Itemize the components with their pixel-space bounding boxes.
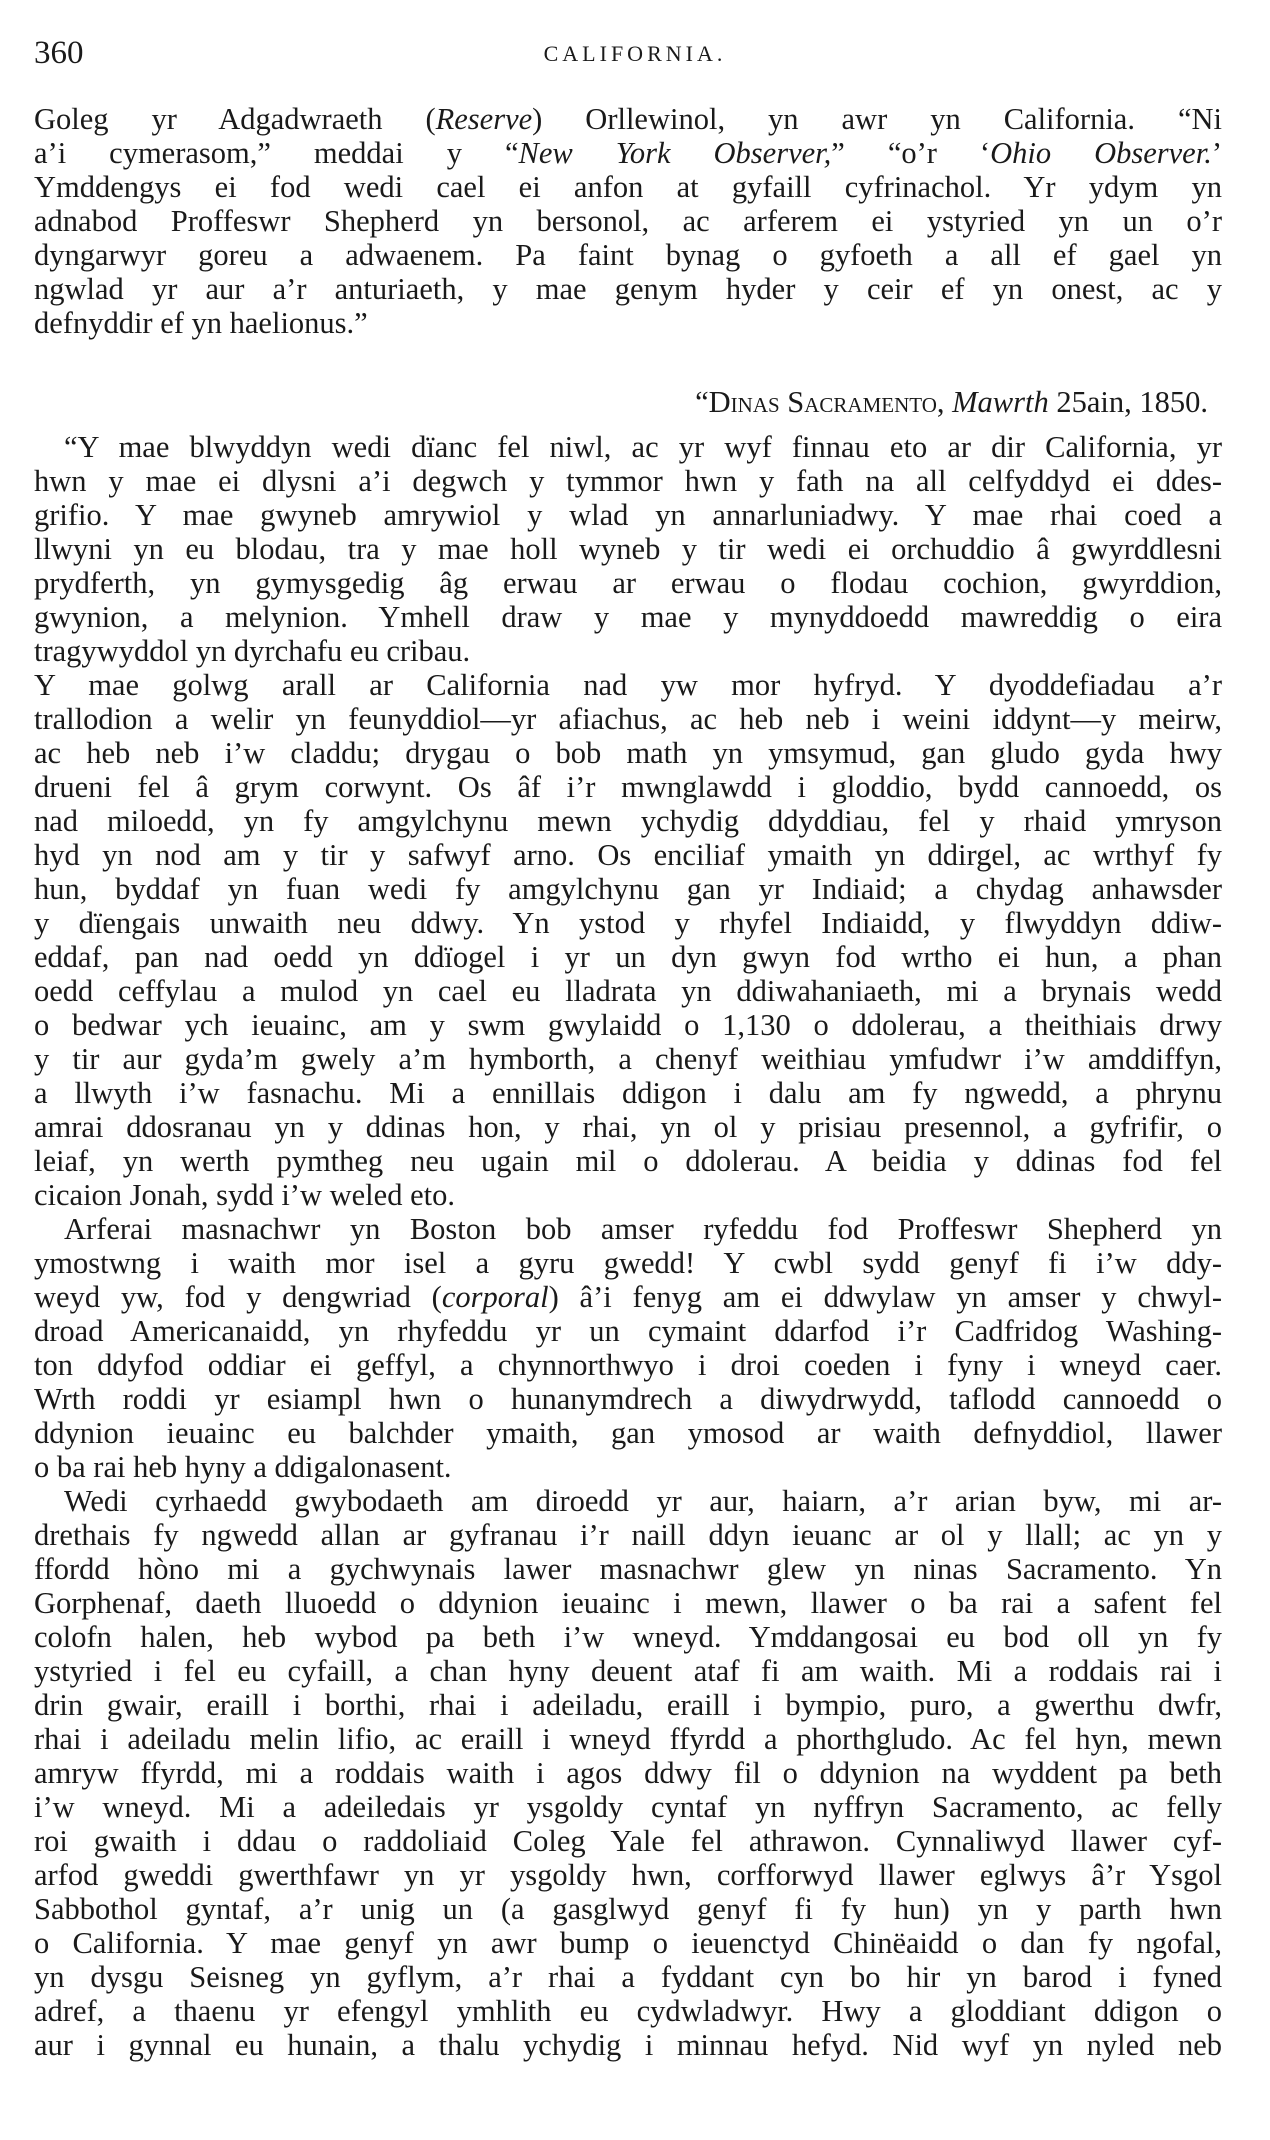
text-line: drueni fel â grym corwynt. Os âf i’r mwnglawdd i gloddio, bydd cannoedd, os xyxy=(34,770,1222,804)
text-line: arfod gweddi gwerthfawr yn yr ysgoldy hwn, corfforwyd llawer eglwys â’r Ysgol xyxy=(34,1858,1222,1892)
paragraph-2 xyxy=(34,430,1222,668)
letter-dateline xyxy=(34,384,1222,420)
text-run: weyd yw, fod y dengwriad ( xyxy=(34,1280,442,1314)
dateline-open-quote: “ xyxy=(695,385,709,419)
text-line: oedd ceffylau a mulod yn cael eu lladrata yn ddiwahaniaeth, mi a brynais wedd xyxy=(34,974,1222,1008)
dateline-place: Dinas Sacramento, xyxy=(708,385,945,419)
text-line: ac heb neb i’w claddu; drygau o bob math yn ymsymud, gan gludo gyda hwy xyxy=(34,736,1222,770)
dateline-day-year: 25ain, 1850. xyxy=(1048,385,1208,419)
text-line: Ymddengys ei fod wedi cael ei anfon at gyfaill cyfrinachol. Yr ydym yn xyxy=(34,170,1222,204)
text-line: “Y mae blwyddyn wedi dïanc fel niwl, ac yr wyf finnau eto ar dir California, yr xyxy=(64,430,1222,464)
paragraph-4 xyxy=(34,1212,1222,1484)
text-line: ystyried i fel eu cyfaill, a chan hyny deuent ataf fi am waith. Mi a roddais rai i xyxy=(34,1654,1222,1688)
text-line: cicaion Jonah, sydd i’w weled eto. xyxy=(34,1178,455,1212)
text-line: Arferai masnachwr yn Boston bob amser ryfeddu fod Proffeswr Shepherd yn xyxy=(64,1212,1222,1246)
text-line: rhai i adeiladu melin lifio, ac eraill i wneyd ffyrdd a phorthgludo. Ac fel hyn, mewn xyxy=(34,1722,1222,1756)
text-line: a llwyth i’w fasnachu. Mi a ennillais ddigon i dalu am fy ngwedd, a phrynu xyxy=(34,1076,1222,1110)
text-line: aur i gynnal eu hunain, a thalu ychydig i minnau hefyd. Nid wyf yn nyled neb xyxy=(34,2028,1222,2062)
text-line: drethais fy ngwedd allan ar gyfranau i’r naill ddyn ieuanc ar ol y llall; ac yn y xyxy=(34,1518,1222,1552)
text-line: Sabbothol gyntaf, a’r unig un (a gasglwyd genyf fi fy hun) yn y parth hwn xyxy=(34,1892,1222,1926)
text-line: yn dysgu Seisneg yn gyflym, a’r rhai a fyddant cyn bo hir yn barod i fyned xyxy=(34,1960,1222,1994)
text-line: ffordd hòno mi a gychwynais lawer masnachwr glew yn ninas Sacramento. Yn xyxy=(34,1552,1222,1586)
text-line: o bedwar ych ieuainc, am y swm gwylaidd o 1,130 o ddolerau, a theithiais drwy xyxy=(34,1008,1222,1042)
text-line: droad Americanaidd, yn rhyfeddu yr un cymaint ddarfod i’r Cadfridog Washing- xyxy=(34,1314,1222,1348)
text-line: dyngarwyr goreu a adwaenem. Pa faint bynag o gyfoeth a all ef gael yn xyxy=(34,238,1222,272)
italic-term: corporal xyxy=(441,1280,549,1314)
text-line: Gorphenaf, daeth lluoedd o ddynion ieuainc i mewn, llawer o ba rai a safent fel xyxy=(34,1586,1222,1620)
text-line: Wrth roddi yr esiampl hwn o hunanymdrech a diwydrwydd, taflodd cannoedd o xyxy=(34,1382,1222,1416)
text-line: adnabod Proffeswr Shepherd yn bersonol, ac arferem ei ystyried yn un o’r xyxy=(34,204,1222,238)
text-line: trallodion a welir yn feunyddiol—yr afiachus, ac heb neb i weini iddynt—y meirw, xyxy=(34,702,1222,736)
text-line: colofn halen, heb wybod pa beth i’w wneyd. Ymddangosai eu bod oll yn fy xyxy=(34,1620,1222,1654)
running-header: CALIFORNIA. xyxy=(543,41,727,66)
text-line: nad miloedd, yn fy amgylchynu mewn ychydig ddyddiau, fel y rhaid ymryson xyxy=(34,804,1222,838)
text-line: ymostwng i waith mor isel a gyru gwedd! Y cwbl sydd genyf fi i’w ddy- xyxy=(34,1246,1222,1280)
text-line: grifio. Y mae gwyneb amrywiol y wlad yn annarluniadwy. Y mae rhai coed a xyxy=(34,498,1222,532)
dateline xyxy=(34,384,1222,420)
text-line: i’w wneyd. Mi a adeiledais yr ysgoldy cyntaf yn nyffryn Sacramento, ac felly xyxy=(34,1790,1222,1824)
text-line: hyd yn nod am y tir y safwyf arno. Os enciliaf ymaith yn ddirgel, ac wrthyf fy xyxy=(34,838,1222,872)
paragraph-1 xyxy=(34,102,1222,340)
text-line: defnyddir ef yn haelionus.” xyxy=(34,306,368,340)
text-line: y tir aur gyda’m gwely a’m hymborth, a chenyf weithiau ymfudwr i’w amddiffyn, xyxy=(34,1042,1222,1076)
text-line: ngwlad yr aur a’r anturiaeth, y mae genym hyder y ceir ef yn onest, ac y xyxy=(34,272,1222,306)
text-line: y dïengais unwaith neu ddwy. Yn ystod y rhyfel Indiaidd, y flwyddyn ddiw- xyxy=(34,906,1222,940)
paragraph-3 xyxy=(34,668,1222,1212)
text-line: hwn y mae ei dlysni a’i degwch y tymmor hwn y fath na all celfyddyd ei ddes- xyxy=(34,464,1222,498)
text-line: Wedi cyrhaedd gwybodaeth am diroedd yr aur, haiarn, a’r arian byw, mi ar- xyxy=(64,1484,1222,1518)
page-number: 360 xyxy=(34,35,84,71)
text-line: amrai ddosranau yn y ddinas hon, y rhai, yn ol y prisiau presennol, a gyfrifir, o xyxy=(34,1110,1222,1144)
text-line: prydferth, yn gymysgedig âg erwau ar erwau o flodau cochion, gwyrddion, xyxy=(34,566,1222,600)
paragraph-5 xyxy=(34,1484,1222,2062)
text-line: leiaf, yn werth pymtheg neu ugain mil o ddolerau. A beidia y ddinas fod fel xyxy=(34,1144,1222,1178)
text-line: adref, a thaenu yr efengyl ymhlith eu cydwladwyr. Hwy a gloddiant ddigon o xyxy=(34,1994,1222,2028)
text-line: amryw ffyrdd, mi a roddais waith i agos ddwy fil o ddynion na wyddent pa beth xyxy=(34,1756,1222,1790)
text-line: drin gwair, eraill i borthi, rhai i adeiladu, eraill i bympio, puro, a gwerthu dwfr, xyxy=(34,1688,1222,1722)
text-run: ) â’i fenyg am ei ddwylaw yn amser y chwyl- xyxy=(548,1280,1223,1314)
text-line: roi gwaith i ddau o raddoliaid Coleg Yale fel athrawon. Cynnaliwyd llawer cyf- xyxy=(34,1824,1222,1858)
text-line: a’i cymerasom,” meddai y “New York Observer,” “o’r ‘Ohio Observer.’ xyxy=(34,136,1222,170)
text-line xyxy=(34,1280,1222,1314)
text-line: llwyni yn eu blodau, tra y mae holl wyneb y tir wedi ei orchuddio â gwyrddlesni xyxy=(34,532,1222,566)
text-line: tragywyddol yn dyrchafu eu cribau. xyxy=(34,634,471,668)
text-line: ddynion ieuainc eu balchder ymaith, gan ymosod ar waith defnyddiol, llawer xyxy=(34,1416,1222,1450)
dateline-month: Mawrth xyxy=(952,385,1049,419)
text-line: ton ddyfod oddiar ei geffyl, a chynnorthwyo i droi coeden i fyny i wneyd caer. xyxy=(34,1348,1222,1382)
text-line: o ba rai heb hyny a ddigalonasent. xyxy=(34,1450,452,1484)
text-line: o California. Y mae genyf yn awr bump o ieuenctyd Chinëaidd o dan fy ngofal, xyxy=(34,1926,1222,1960)
text-line: Y mae golwg arall ar California nad yw mor hyfryd. Y dyoddefiadau a’r xyxy=(34,668,1222,702)
text-line: hun, byddaf yn fuan wedi fy amgylchynu gan yr Indiaid; a chydag anhawsder xyxy=(34,872,1222,906)
text-line: eddaf, pan nad oedd yn ddïogel i yr un dyn gwyn fod wrtho ei hun, a phan xyxy=(34,940,1222,974)
text-line: gwynion, a melynion. Ymhell draw y mae y mynyddoedd mawreddig o eira xyxy=(34,600,1222,634)
text-line: Goleg yr Adgadwraeth (Reserve) Orllewinol, yn awr yn California. “Ni xyxy=(34,102,1222,136)
page-header xyxy=(34,30,1236,76)
